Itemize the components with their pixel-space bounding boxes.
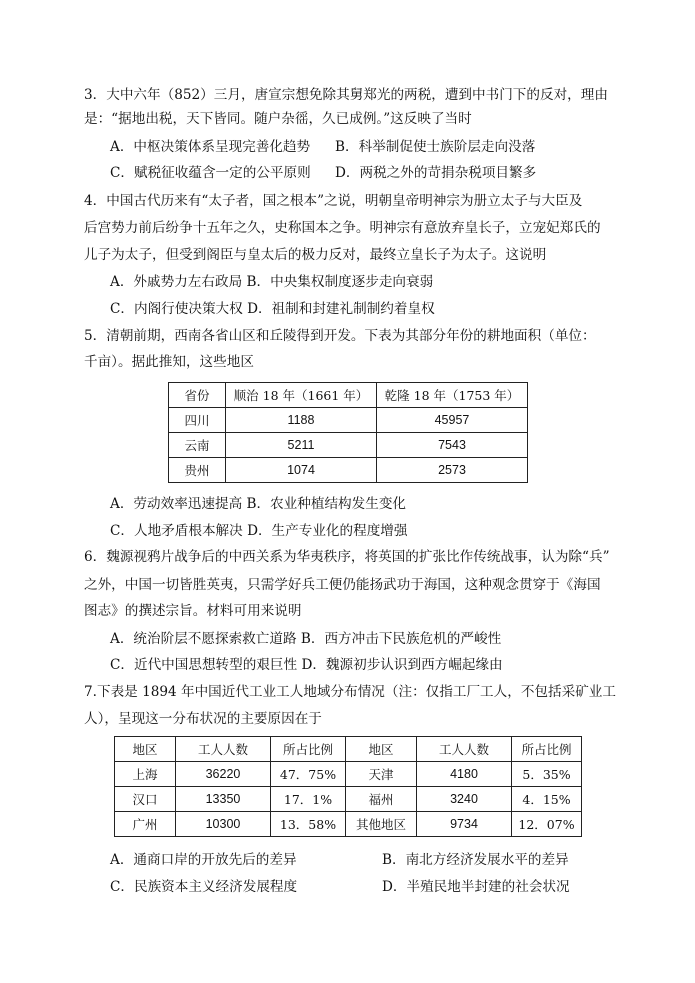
table-header-cell: 地区 [346, 737, 417, 762]
table-row [115, 812, 582, 837]
table-cell: 福州 [346, 787, 417, 812]
q5-options-ab: A．劳动效率迅速提高 B．农业种植结构发生变化 [110, 496, 407, 512]
table-cell: 其他地区 [346, 812, 417, 837]
table-header-cell: 省份 [169, 383, 226, 408]
table-cell: 47．75% [271, 762, 346, 787]
table-cell: 7543 [377, 433, 528, 458]
table-row [169, 458, 528, 483]
q4-options-ab: A．外戚势力左右政局 B．中央集权制度逐步走向衰弱 [110, 274, 434, 290]
table-cell: 17．1% [271, 787, 346, 812]
table-cell: 9734 [417, 812, 512, 837]
q4-options-cd: C．内阁行使决策大权 D．祖制和封建礼制制约着皇权 [110, 301, 435, 317]
table-cell: 云南 [169, 433, 226, 458]
table-header-cell: 地区 [115, 737, 176, 762]
table-cell: 45957 [377, 408, 528, 433]
table-cell: 12．07% [512, 812, 582, 837]
q6-options-ab: A．统治阶层不愿探索救亡道路 B．西方冲击下民族危机的严峻性 [110, 631, 502, 647]
q4-stem-line3: 儿子为太子，但受到阁臣与皇太后的极力反对，最终立皇长子为太子。这说明 [84, 247, 547, 263]
q5-stem-line2: 千亩）。据此推知，这些地区 [84, 354, 254, 370]
q6-stem-line2: 之外，中国一切皆胜英夷，只需学好兵工便仍能扬武功于海国，这种观念贯穿于《海国 [84, 577, 601, 593]
table-cell: 2573 [377, 458, 528, 483]
table-row [169, 408, 528, 433]
table-cell: 4180 [417, 762, 512, 787]
q3-stem-line1: 3．大中六年（852）三月，唐宣宗想免除其舅郑光的两税，遭到中书门下的反对，理由 [84, 87, 608, 103]
table-cell: 5211 [226, 433, 377, 458]
table-cell: 36220 [176, 762, 271, 787]
q7-option-d: D．半殖民地半封建的社会状况 [382, 879, 570, 895]
table-row [115, 787, 582, 812]
table-header-cell: 顺治 18 年（1661 年） [226, 383, 377, 408]
q7-table [114, 736, 582, 837]
table-cell: 3240 [417, 787, 512, 812]
q6-stem-line3: 图志》的撰述宗旨。材料可用来说明 [84, 603, 302, 619]
table-header-cell: 所占比例 [512, 737, 582, 762]
table-cell: 贵州 [169, 458, 226, 483]
q3-option-d: D．两税之外的苛捐杂税项目繁多 [335, 165, 537, 181]
table-cell: 13．58% [271, 812, 346, 837]
table-cell: 1188 [226, 408, 377, 433]
table-cell: 汉口 [115, 787, 176, 812]
q7-stem-line1: 7.下表是 1894 年中国近代工业工人地域分布情况（注：仅指工厂工人，不包括采矿业工 [84, 684, 616, 700]
q6-stem-line1: 6．魏源视鸦片战争后的中西关系为华夷秩序，将英国的扩张比作传统战事，认为除“兵” [84, 549, 610, 565]
table-header-row [115, 737, 582, 762]
q6-options-cd: C．近代中国思想转型的艰巨性 D．魏源初步认识到西方崛起缘由 [110, 657, 503, 673]
q7-option-b: B．南北方经济发展水平的差异 [382, 852, 569, 868]
table-header-cell: 所占比例 [271, 737, 346, 762]
table-header-cell: 工人人数 [417, 737, 512, 762]
table-header-cell: 工人人数 [176, 737, 271, 762]
q4-stem-line1: 4．中国古代历来有“太子者，国之根本”之说，明朝皇帝明神宗为册立太子与大臣及 [84, 193, 583, 209]
table-cell: 上海 [115, 762, 176, 787]
table-cell: 4．15% [512, 787, 582, 812]
table-cell: 四川 [169, 408, 226, 433]
q7-stem-line2: 人），呈现这一分布状况的主要原因在于 [84, 711, 322, 727]
q5-table [168, 382, 528, 483]
table-cell: 广州 [115, 812, 176, 837]
q5-options-cd: C．人地矛盾根本解决 D．生产专业化的程度增强 [110, 523, 408, 539]
table-cell: 5．35% [512, 762, 582, 787]
table-cell: 13350 [176, 787, 271, 812]
q7-option-c: C．民族资本主义经济发展程度 [110, 879, 298, 895]
table-cell: 1074 [226, 458, 377, 483]
q3-option-c: C．赋税征收蕴含一定的公平原则 [110, 165, 311, 181]
table-row [115, 762, 582, 787]
table-cell: 天津 [346, 762, 417, 787]
q5-stem-line1: 5．清朝前期，西南各省山区和丘陵得到开发。下表为其部分年份的耕地面积（单位： [84, 328, 596, 344]
table-header-row [169, 383, 528, 408]
table-row [169, 433, 528, 458]
q7-option-a: A．通商口岸的开放先后的差异 [110, 852, 297, 868]
q3-option-b: B．科举制促使士族阶层走向没落 [335, 139, 536, 155]
q3-stem-line2: 是：“据地出税，天下皆同。随户杂徭，久已成例。”这反映了当时 [84, 111, 472, 127]
table-cell: 10300 [176, 812, 271, 837]
q3-option-a: A．中枢决策体系呈现完善化趋势 [110, 139, 311, 155]
table-header-cell: 乾隆 18 年（1753 年） [377, 383, 528, 408]
q4-stem-line2: 后宫势力前后纷争十五年之久，史称国本之争。明神宗有意放弃皇长子，立宠妃郑氏的 [84, 220, 601, 236]
